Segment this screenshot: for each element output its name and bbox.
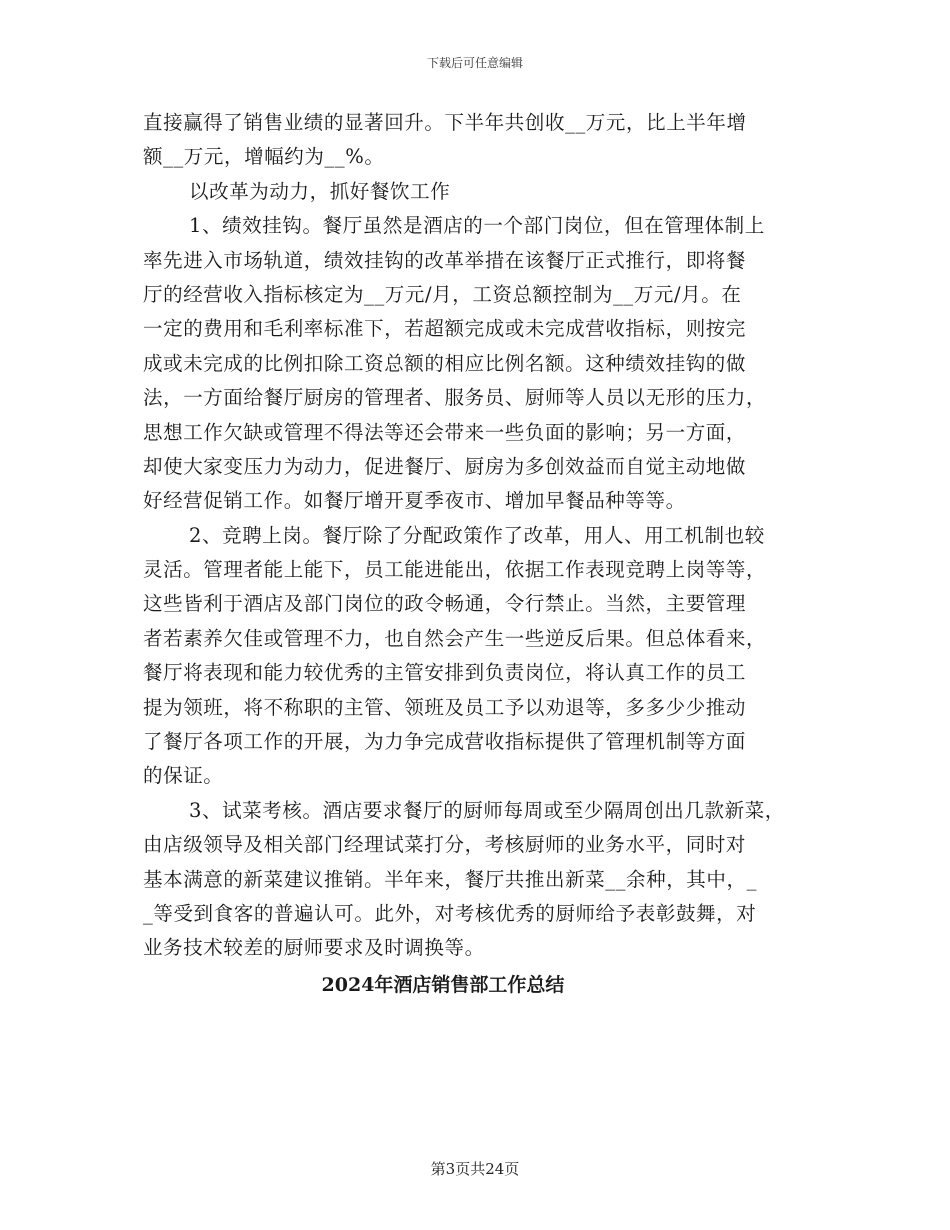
body-line-23: 基本满意的新菜建议推销。半年来，餐厅共推出新菜__余种，其中，_ bbox=[143, 867, 757, 891]
body-line-19: 了餐厅各项工作的开展，为力争完成营收指标提供了管理机制等方面 bbox=[143, 730, 747, 754]
body-line-12: 好经营促销工作。如餐厅增开夏季夜市、增加早餐品种等等。 bbox=[143, 489, 686, 513]
page-footer: 第3页共24页 bbox=[430, 1160, 520, 1178]
body-line-11: 却使大家变压力为动力，促进餐厅、厨房为多创效益而自觉主动地做 bbox=[143, 454, 747, 478]
body-line-5: 率先进入市场轨道，绩效挂钩的改革举措在该餐厅正式推行，即将餐 bbox=[143, 248, 747, 272]
body-line-18: 提为领班，将不称职的主管、领班及员工予以劝退等，多多少少推动 bbox=[143, 695, 747, 719]
body-line-14: 灵活。管理者能上能下，员工能进能出，依据工作表现竞聘上岗等等， bbox=[143, 558, 767, 582]
body-line-15: 这些皆利于酒店及部门岗位的政令畅通，令行禁止。当然，主要管理 bbox=[143, 592, 747, 616]
subheading-reform: 以改革为动力，抓好餐饮工作 bbox=[189, 179, 451, 203]
body-line-22: 由店级领导及相关部门经理试菜打分，考核厨师的业务水平，同时对 bbox=[143, 833, 747, 857]
body-line-9: 法，一方面给餐厅厨房的管理者、服务员、厨师等人员以无形的压力， bbox=[143, 386, 767, 410]
body-line-2: 额__万元，增幅约为__%。 bbox=[143, 145, 385, 169]
body-line-25: 业务技术较差的厨师要求及时调换等。 bbox=[143, 936, 485, 960]
body-line-17: 餐厅将表现和能力较优秀的主管安排到负责岗位，将认真工作的员工 bbox=[143, 661, 747, 685]
body-line-1: 直接赢得了销售业绩的显著回升。下半年共创收__万元，比上半年增 bbox=[143, 111, 747, 134]
body-line-13: 2、竞聘上岗。餐厅除了分配政策作了改革，用人、用工机制也较 bbox=[189, 523, 765, 547]
body-line-4: 1、绩效挂钩。餐厅虽然是酒店的一个部门岗位，但在管理体制上 bbox=[189, 214, 765, 238]
page-header: 下载后可任意编辑 bbox=[426, 56, 523, 70]
body-line-16: 者若素养欠佳或管理不力，也自然会产生一些逆反后果。但总体看来， bbox=[143, 626, 767, 650]
body-line-8: 成或未完成的比例扣除工资总额的相应比例名额。这种绩效挂钩的做 bbox=[143, 351, 747, 375]
body-line-24: _等受到食客的普遍认可。此外，对考核优秀的厨师给予表彰鼓舞，对 bbox=[143, 901, 757, 925]
body-line-20: 的保证。 bbox=[143, 764, 224, 788]
body-line-21: 3、试菜考核。酒店要求餐厅的厨师每周或至少隔周创出几款新菜， bbox=[189, 798, 785, 822]
body-line-10: 思想工作欠缺或管理不得法等还会带来一些负面的影响；另一方面， bbox=[143, 420, 747, 444]
body-line-6: 厅的经营收入指标核定为__万元/月，工资总额控制为__万元/月。在 bbox=[143, 282, 742, 306]
document-body bbox=[143, 106, 833, 1002]
section-title: 2024年酒店销售部工作总结 bbox=[321, 973, 565, 996]
body-line-7: 一定的费用和毛利率标准下，若超额完成或未完成营收指标，则按完 bbox=[143, 317, 747, 341]
